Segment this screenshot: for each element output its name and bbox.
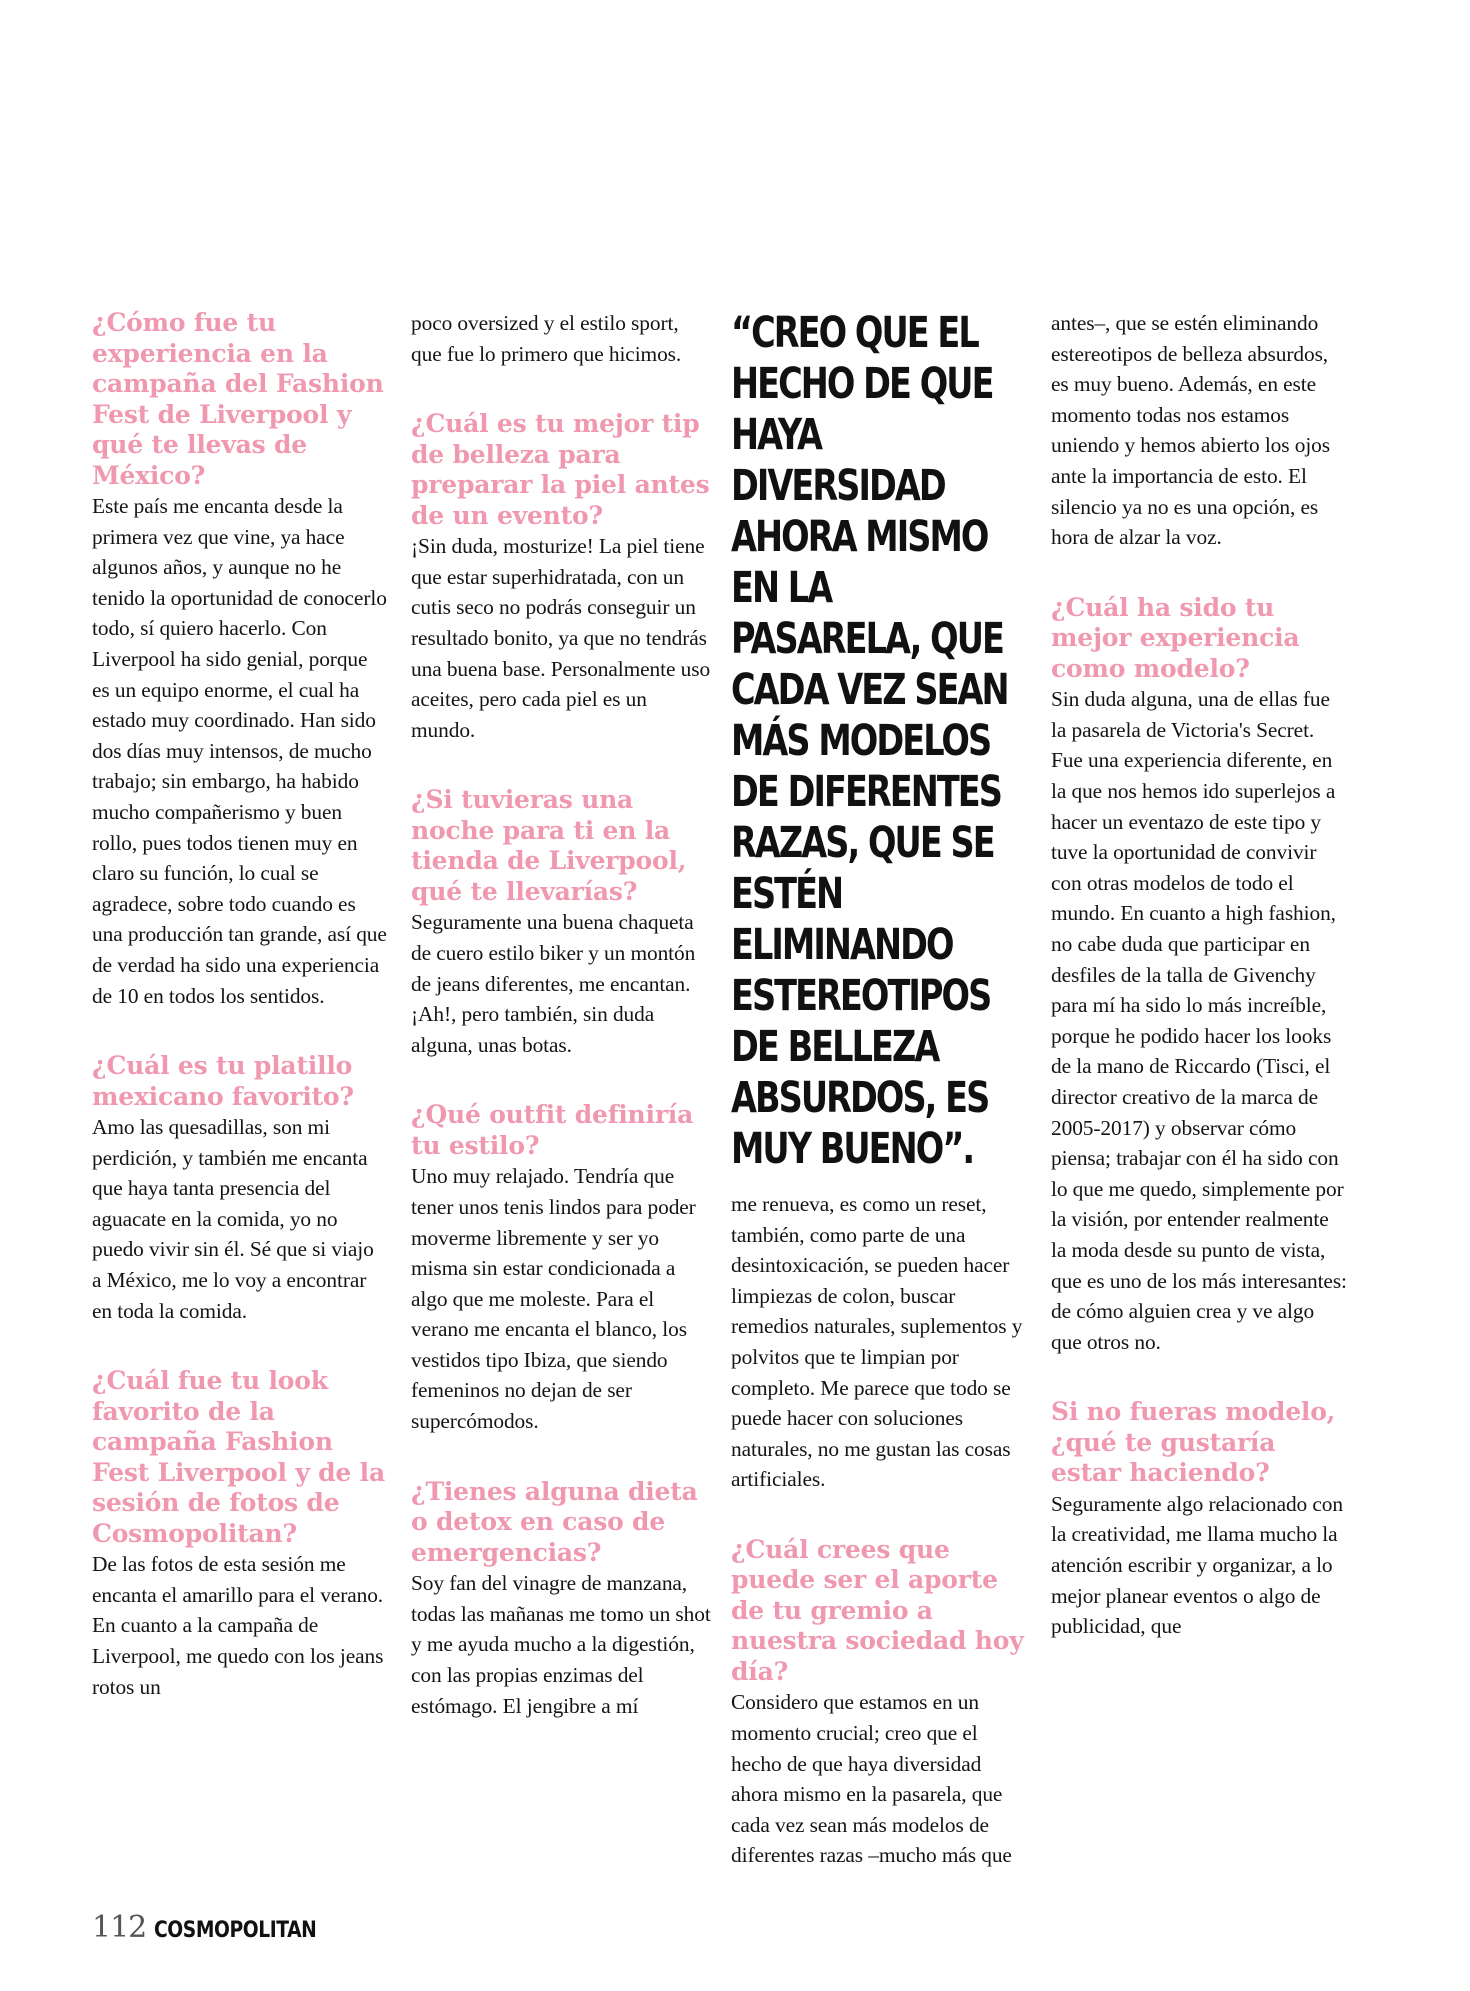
column-3	[731, 308, 1031, 1871]
answer-detox: Soy fan del vinagre de manzana, todas las mañanas me tomo un shot y me ayuda mucho a la digestión, con las propias enzimas del estómago. El jengibre a mí	[411, 1571, 711, 1718]
question-beauty-tip: ¿Cuál es tu mejor tip de belleza para preparar la piel antes de un evento?	[411, 409, 710, 530]
answer-society-contribution: Considero que estamos en un momento crucial; creo que el hecho de que haya diversidad ahora mismo en la pasarela, que cada vez sean más modelos de diferentes razas –mucho más que	[731, 1690, 1012, 1868]
pull-quote: “CREO QUE EL HECHO DE QUE HAYA DIVERSIDAD AHORA MISMO EN LA PASARELA, QUE CADA VEZ SEAN MÁS MODELOS DE DIFERENTES RAZAS, QUE SE ESTÉN ELIMINANDO ESTEREOTIPOS DE BELLEZA ABSURDOS, ES MUY BUENO”.	[731, 308, 1008, 1174]
magazine-brand: COSMOPOLITAN	[154, 1918, 317, 1943]
answer-continued: poco oversized y el estilo sport, que fue lo primero que hicimos.	[411, 311, 682, 366]
answer-liverpool-night: Seguramente una buena chaqueta de cuero estilo biker y un montón de jeans diferentes, me encantan. ¡Ah!, pero también, sin duda alguna, unas botas.	[411, 910, 696, 1057]
answer-continued-detox: me renueva, es como un reset, también, como parte de una desintoxicación, se pueden hacer limpiezas de colon, buscar remedios naturales, suplementos y polvitos que te limpian por completo. Me parece que todo se puede hacer con soluciones naturales, no me gustan las cosas artificiales.	[731, 1192, 1023, 1492]
question-detox: ¿Tienes alguna dieta o detox en caso de emergencias?	[411, 1476, 698, 1567]
page-number: 112	[92, 1910, 147, 1945]
question-best-experience: ¿Cuál ha sido tu mejor experiencia como modelo?	[1051, 592, 1300, 683]
question-liverpool-experience: ¿Cómo fue tu experiencia en la campaña del Fashion Fest de Liverpool y qué te llevas de México?	[92, 308, 384, 490]
answer-favorite-dish: Amo las quesadillas, son mi perdición, y también me encanta que haya tanta presencia del aguacate en la comida, yo no puedo vivir sin él. Sé que si viajo a México, me lo voy a encontrar en toda la comida.	[92, 1115, 374, 1323]
page-footer	[92, 1910, 345, 1945]
column-1	[92, 308, 387, 1702]
answer-continued-society: antes–, que se estén eliminando estereotipos de belleza absurdos, es muy bueno. Además, en este momento todas nos estamos uniendo y hemos abierto los ojos ante la importancia de esto. El silencio ya no es una opción, es hora de alzar la voz.	[1051, 311, 1331, 550]
answer-if-not-model: Seguramente algo relacionado con la creatividad, me llama mucho la atención escribir y organizar, a lo mejor planear eventos o algo de publicidad, que	[1051, 1491, 1343, 1639]
question-society-contribution: ¿Cuál crees que puede ser el aporte de tu gremio a nuestra sociedad hoy día?	[731, 1534, 1024, 1686]
answer-beauty-tip: ¡Sin duda, mosturize! La piel tiene que estar superhidratada, con un cutis seco no podrás conseguir un resultado bonito, ya que no tendrás una buena base. Personalmente uso aceites, pero cada piel es un mundo.	[411, 534, 711, 742]
column-4	[1051, 308, 1349, 1642]
question-if-not-model: Si no fueras modelo, ¿qué te gustaría estar haciendo?	[1051, 1397, 1336, 1488]
column-2	[411, 308, 711, 1721]
answer-favorite-look: De las fotos de esta sesión me encanta el amarillo para el verano. En cuanto a la campaña de Liverpool, me quedo con los jeans rotos un	[92, 1552, 384, 1699]
question-favorite-look: ¿Cuál fue tu look favorito de la campaña Fashion Fest Liverpool y de la sesión de fotos de Cosmopolitan?	[92, 1366, 385, 1548]
question-outfit-style: ¿Qué outfit definiría tu estilo?	[411, 1100, 694, 1160]
question-liverpool-night: ¿Si tuvieras una noche para ti en la tienda de Liverpool, qué te llevarías?	[411, 785, 687, 906]
answer-outfit-style: Uno muy relajado. Tendría que tener unos tenis lindos para poder moverme libremente y ser yo misma sin estar condicionada a algo que me moleste. Para el verano me encanta el blanco, los vestidos tipo Ibiza, que siendo femeninos no dejan de ser supercómodos.	[411, 1164, 696, 1434]
question-favorite-dish: ¿Cuál es tu platillo mexicano favorito?	[92, 1051, 354, 1111]
answer-best-experience: Sin duda alguna, una de ellas fue la pasarela de Victoria's Secret. Fue una experiencia diferente, en la que nos hemos ido superlejos a hacer un eventazo de este tipo y tuve la oportunidad de convivir con otras modelos de todo el mundo. En cuanto a high fashion, no cabe duda que participar en desfiles de la talla de Givenchy para mí ha sido lo más increíble, porque he podido hacer los looks de la mano de Riccardo (Tisci, el director creativo de la marca de 2005-2017) y observar cómo piensa; trabajar con él ha sido con lo que me quedo, simplemente por la visión, por entender realmente la moda desde su punto de vista, que es uno de los más interesantes: de cómo alguien crea y ve algo que otros no.	[1051, 687, 1347, 1354]
answer-liverpool-experience: Este país me encanta desde la primera vez que vine, ya hace algunos años, y aunque no he tenido la oportunidad de conocerlo todo, sí quiero hacerlo. Con Liverpool ha sido genial, porque es un equipo enorme, el cual ha estado muy coordinado. Han sido dos días muy intensos, de mucho trabajo; sin embargo, ha habido mucho compañerismo y buen rollo, pues todos tienen muy en claro su función, lo cual se agradece, sobre todo cuando es una producción tan grande, así que de verdad ha sido una experiencia de 10 en todos los sentidos.	[92, 494, 387, 1008]
